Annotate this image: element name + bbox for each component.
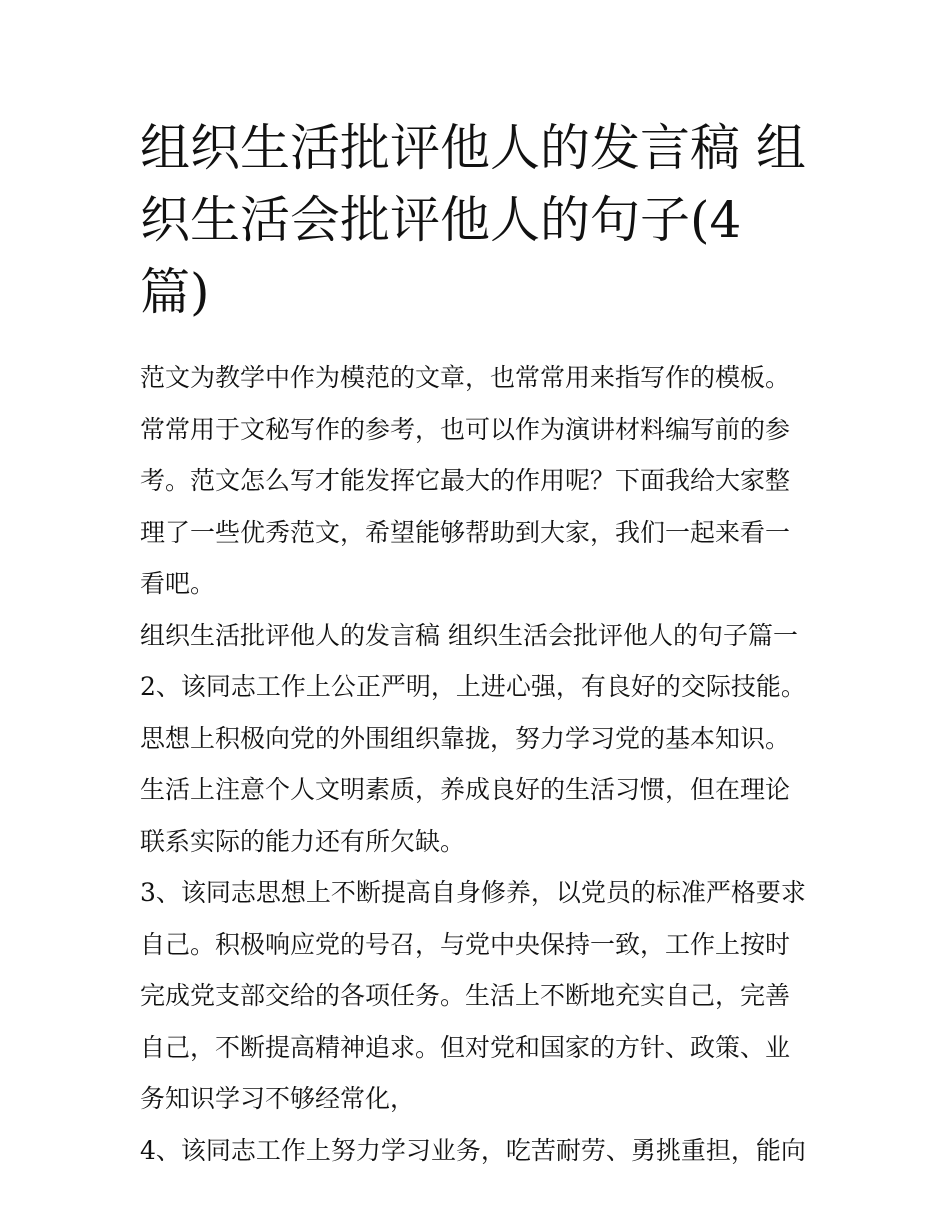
document-title: 组织生活批评他人的发言稿 组织生活会批评他人的句子(4篇) <box>140 119 806 321</box>
paragraph-item-2: 2、该同志工作上公正严明，上进心强，有良好的交际技能。思想上积极向党的外围组织靠拢，努力学习党的基本知识。生活上注意个人文明素质，养成良好的生活习惯，但在理论联系实际的能力还有所欠缺。 <box>140 672 806 856</box>
document-body <box>140 352 820 1176</box>
paragraph-item-3: 3、该同志思想上不断提高自身修养，以党员的标准严格要求自己。积极响应党的号召，与党中央保持一致，工作上按时完成党支部交给的各项任务。生活上不断地充实自己，完善自己，不断提高精神追求。但对党和国家的方针、政策、业务知识学习不够经常化， <box>140 878 806 1113</box>
paragraph-section-heading: 组织生活批评他人的发言稿 组织生活会批评他人的句子篇一 <box>140 620 798 650</box>
paragraph-item-4: 4、该同志工作上努力学习业务，吃苦耐劳、勇挑重担，能向 <box>140 1135 806 1165</box>
document-page <box>140 0 820 1176</box>
paragraph-intro: 范文为教学中作为模范的文章，也常常用来指写作的模板。常常用于文秘写作的参考，也可以作为演讲材料编写前的参考。范文怎么写才能发挥它最大的作用呢？下面我给大家整理了一些优秀范文，希望能够帮助到大家，我们一起来看一看吧。 <box>140 363 791 598</box>
